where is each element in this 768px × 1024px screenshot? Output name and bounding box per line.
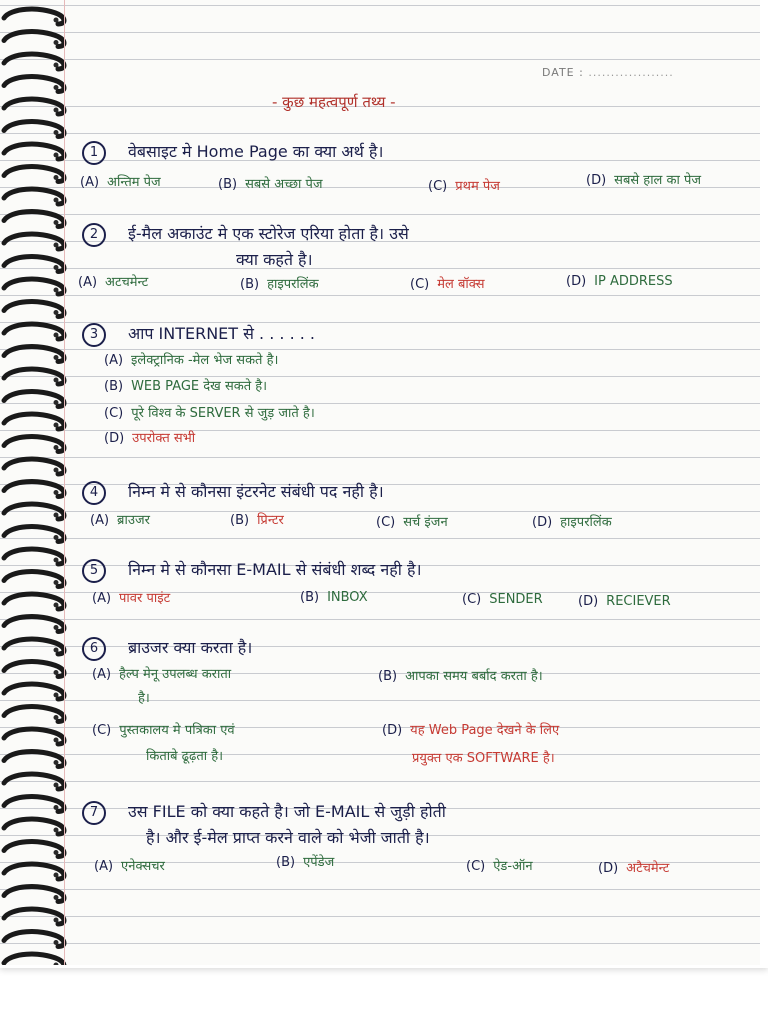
spiral-hole — [54, 873, 59, 878]
spiral-hole — [54, 400, 59, 405]
spiral-hole — [54, 760, 59, 765]
option-b: (B) INBOX — [300, 590, 368, 605]
spiral-hole — [54, 108, 59, 113]
spiral-hole — [54, 175, 59, 180]
spiral-hole — [54, 288, 59, 293]
question-2-line-2: क्या कहते है। — [236, 250, 313, 269]
question-text: आप INTERNET से . . . . . . — [128, 324, 315, 343]
question-5 — [82, 558, 422, 583]
question-number: 3 — [82, 323, 106, 347]
option-d: (D) सबसे हाल का पेज — [586, 173, 702, 188]
spiral-hole — [54, 670, 59, 675]
spiral-binding-icon — [0, 0, 70, 965]
spiral-hole — [54, 490, 59, 495]
question-text: उस FILE को क्या कहते है। जो E-MAIL से जुड़ी होती — [128, 802, 446, 821]
spiral-hole — [54, 130, 59, 135]
option-a: (A) एनेक्सचर — [94, 859, 165, 874]
spiral-hole — [54, 738, 59, 743]
question-7-line-2: है। और ई-मेल प्राप्त करने वाले को भेजी जाती है। — [146, 828, 430, 847]
option-d-continued: प्रयुक्त एक SOFTWARE है। — [412, 751, 555, 766]
spiral-hole — [54, 153, 59, 158]
option-c: (C) मेल बॉक्स — [410, 277, 485, 292]
spiral-hole — [54, 963, 59, 966]
question-7 — [82, 800, 446, 825]
spiral-hole — [54, 310, 59, 315]
spiral-hole — [54, 693, 59, 698]
question-number: 5 — [82, 559, 106, 583]
question-1 — [82, 140, 384, 165]
spiral-hole — [54, 220, 59, 225]
question-number: 2 — [82, 223, 106, 247]
spiral-hole — [54, 535, 59, 540]
option-a: (A) अन्तिम पेज — [80, 175, 161, 190]
spiral-hole — [54, 580, 59, 585]
question-number: 1 — [82, 141, 106, 165]
option-d: (D) हाइपरलिंक — [532, 515, 612, 530]
question-2 — [82, 222, 409, 247]
option-c-continued: किताबे ढूढ़ता है। — [146, 749, 224, 764]
option-c: (C) पूरे विश्व के SERVER से जुड़ जाते है। — [104, 406, 315, 421]
question-text: निम्न मे से कौनसा E-MAIL से संबंधी शब्द नही है। — [128, 560, 422, 579]
option-a: (A) पावर पाइंट — [92, 591, 171, 606]
option-d: (D) अटैचमेन्ट — [598, 861, 670, 876]
spiral-hole — [54, 468, 59, 473]
option-b: (B) WEB PAGE देख सकते है। — [104, 379, 268, 394]
date-dots: ................... — [588, 66, 674, 79]
option-c: (C) SENDER — [462, 592, 543, 607]
spiral-hole — [54, 265, 59, 270]
spiral-hole — [54, 63, 59, 68]
spiral-hole — [54, 243, 59, 248]
spiral-hole — [54, 603, 59, 608]
spiral-hole — [54, 513, 59, 518]
option-a: (A) ब्राउजर — [90, 513, 150, 528]
spiral-hole — [54, 85, 59, 90]
spiral-hole — [54, 850, 59, 855]
spiral-hole — [54, 355, 59, 360]
option-a-continued: है। — [138, 691, 150, 706]
spiral-hole — [54, 558, 59, 563]
spiral-hole — [54, 895, 59, 900]
question-4 — [82, 480, 384, 505]
spiral-hole — [54, 40, 59, 45]
date-field — [542, 66, 674, 79]
spiral-hole — [54, 828, 59, 833]
question-number: 4 — [82, 481, 106, 505]
page-heading: - कुछ महत्वपूर्ण तथ्य - — [272, 93, 396, 111]
question-text: वेबसाइट मे Home Page का क्या अर्थ है। — [128, 142, 384, 161]
option-b: (B) सबसे अच्छा पेज — [218, 177, 323, 192]
option-d: (D) उपरोक्त सभी — [104, 431, 196, 446]
margin-line — [64, 0, 65, 965]
spiral-hole — [54, 715, 59, 720]
spiral-hole — [54, 18, 59, 23]
question-number: 6 — [82, 637, 106, 661]
spiral-hole — [54, 783, 59, 788]
option-c: (C) पुस्तकालय मे पत्रिका एवं — [92, 723, 235, 738]
date-label: DATE : — [542, 66, 584, 79]
option-a: (A) इलेक्ट्रानिक -मेल भेज सकते है। — [104, 353, 279, 368]
option-c: (C) ऐड-ऑन — [466, 859, 533, 874]
spiral-hole — [54, 805, 59, 810]
spiral-hole — [54, 625, 59, 630]
option-c: (C) सर्च इंजन — [376, 515, 448, 530]
question-3 — [82, 322, 315, 347]
option-b: (B) हाइपरलिंक — [240, 277, 319, 292]
option-a: (A) अटचमेन्ट — [78, 275, 149, 290]
option-d: (D) RECIEVER — [578, 594, 671, 609]
spiral-hole — [54, 198, 59, 203]
question-text: निम्न मे से कौनसा इंटरनेट संबंधी पद नही है। — [128, 482, 384, 501]
spiral-hole — [54, 940, 59, 945]
spiral-hole — [54, 333, 59, 338]
spiral-hole — [54, 423, 59, 428]
spiral-hole — [54, 648, 59, 653]
option-d: (D) IP ADDRESS — [566, 274, 673, 289]
question-text: ई-मैल अकाउंट मे एक स्टोरेज एरिया होता है। उसे — [128, 224, 409, 243]
spiral-hole — [54, 378, 59, 383]
option-b: (B) आपका समय बर्बाद करता है। — [378, 669, 543, 684]
spiral-hole — [54, 918, 59, 923]
option-a: (A) हैल्प मेनू उपलब्ध कराता — [92, 667, 232, 682]
option-b: (B) एपेंडेज — [276, 855, 335, 870]
option-c: (C) प्रथम पेज — [428, 179, 500, 194]
question-number: 7 — [82, 801, 106, 825]
option-b: (B) प्रिन्टर — [230, 513, 284, 528]
spiral-hole — [54, 445, 59, 450]
question-6 — [82, 636, 252, 661]
question-text: ब्राउजर क्या करता है। — [128, 638, 253, 657]
option-d: (D) यह Web Page देखने के लिए — [382, 723, 560, 738]
